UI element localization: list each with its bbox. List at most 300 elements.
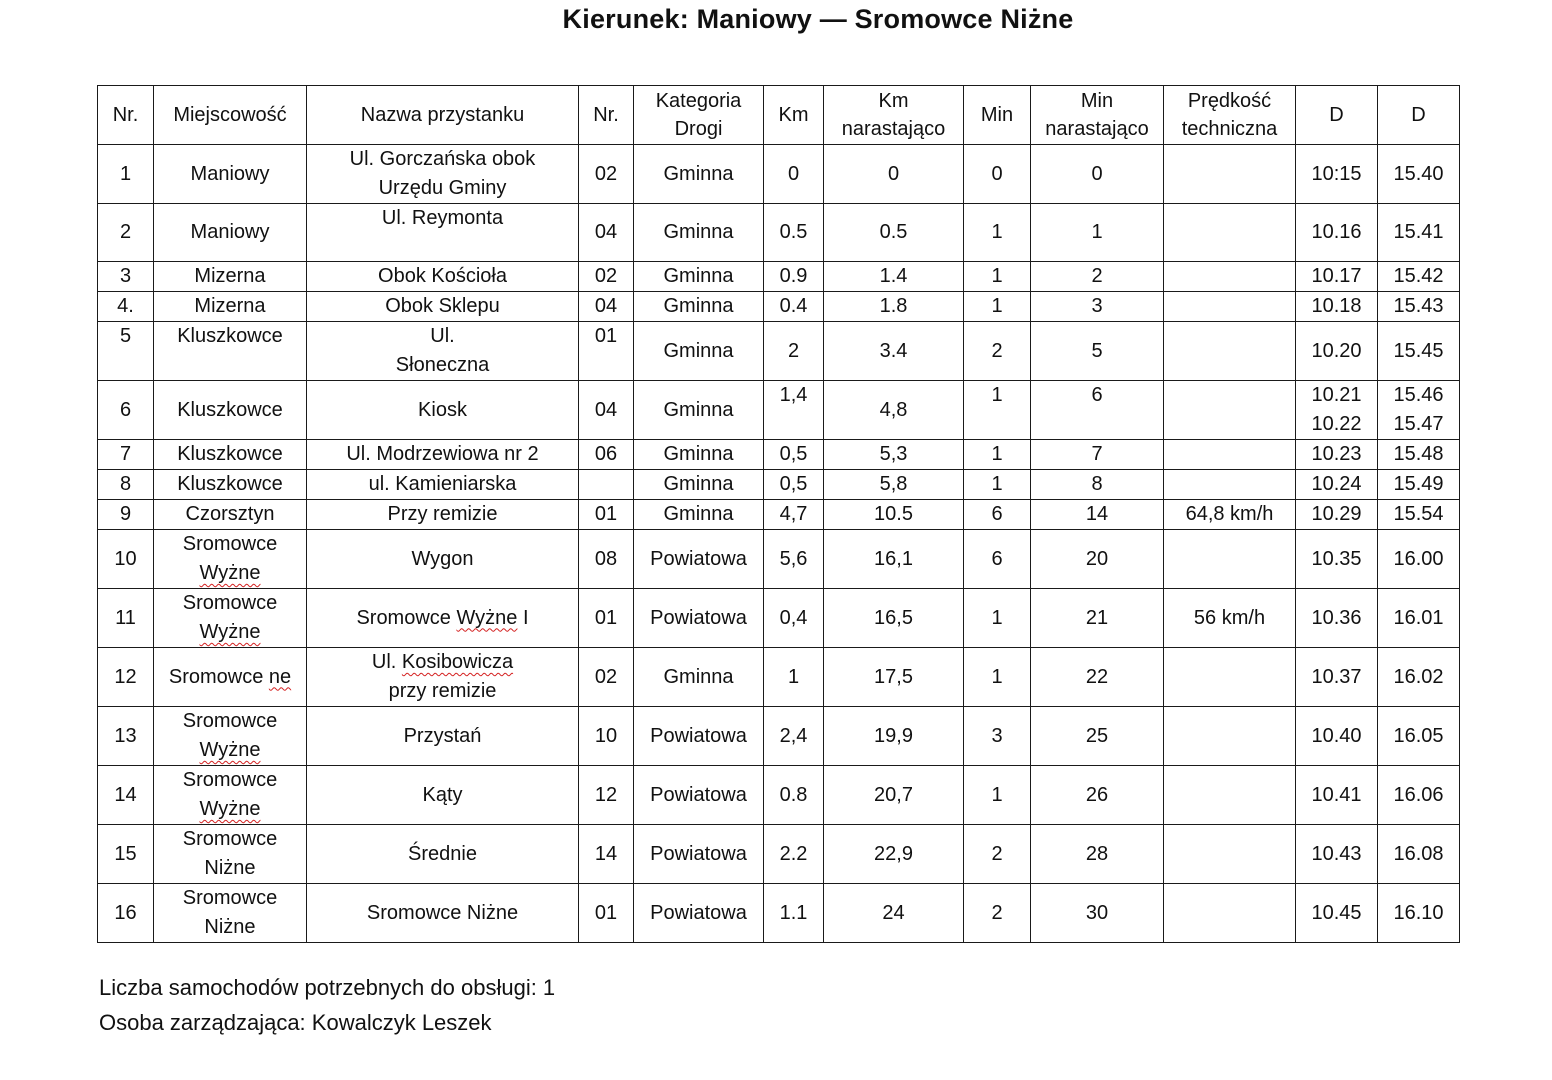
cell-przystanek — [307, 530, 579, 589]
cell-departure-1 — [1296, 440, 1378, 470]
cell-line: Sromowce — [182, 592, 278, 614]
cell-km: 1,4 — [764, 381, 824, 440]
cell-line: Sromowce — [182, 887, 278, 909]
cell-nr: 13 — [98, 707, 154, 766]
cell-line: Sromowce — [182, 828, 278, 850]
cell-min: 1 — [964, 262, 1031, 292]
header-min-nar-line: narastająco — [1045, 118, 1149, 140]
cell-kategoria: Gminna — [634, 470, 764, 500]
spellcheck-mark: Wyżne — [199, 739, 261, 761]
cell-line: 15.54 — [1393, 503, 1444, 525]
cell-nr: 9 — [98, 500, 154, 530]
cell-line: 15.40 — [1393, 162, 1444, 185]
cell-departure-2 — [1378, 766, 1460, 825]
cell-nr-przystanku: 10 — [579, 707, 634, 766]
spellcheck-mark: Kosibowicza — [401, 651, 514, 673]
cell-departure-2 — [1378, 262, 1460, 292]
cell-min-narastajaco: 8 — [1031, 470, 1164, 500]
cell-przystanek — [307, 589, 579, 648]
header-km-narastajaco — [824, 86, 964, 145]
cell-kategoria: Gminna — [634, 500, 764, 530]
cell-km: 1.1 — [764, 884, 824, 943]
cell-nr: 7 — [98, 440, 154, 470]
cell-przystanek — [307, 470, 579, 500]
cell-line: Obok Kościoła — [378, 265, 507, 287]
cell-line: 16.06 — [1393, 783, 1444, 806]
cell-przystanek — [307, 145, 579, 204]
cell-departure-2 — [1378, 204, 1460, 262]
cell-nr-przystanku: 01 — [579, 589, 634, 648]
cell-line: Średnie — [408, 842, 477, 865]
cell-km-narastajaco: 4,8 — [824, 381, 964, 440]
cell-predkosc — [1164, 145, 1296, 204]
cell-line: Kluszkowce — [177, 443, 283, 465]
cell-departure-2 — [1378, 292, 1460, 322]
cell-min: 6 — [964, 500, 1031, 530]
cell-departure-1 — [1296, 530, 1378, 589]
cell-kategoria: Gminna — [634, 322, 764, 381]
cell-nr-przystanku: 01 — [579, 322, 634, 381]
cell-line: Ul. Modrzewiowa nr 2 — [346, 443, 539, 465]
cell-miejscowosc — [154, 825, 307, 884]
cell-departure-2 — [1378, 648, 1460, 707]
cell-departure-2 — [1378, 322, 1460, 381]
cell-departure-2 — [1378, 884, 1460, 943]
cell-km-narastajaco: 19,9 — [824, 707, 964, 766]
cell-line: 10:15 — [1311, 162, 1362, 185]
cell-departure-1 — [1296, 204, 1378, 262]
cell-min-narastajaco: 20 — [1031, 530, 1164, 589]
cell-line: Maniowy — [190, 162, 270, 185]
cell-predkosc — [1164, 440, 1296, 470]
cell-kategoria: Gminna — [634, 381, 764, 440]
cell-line: 15.46 — [1393, 384, 1444, 406]
cell-min: 1 — [964, 589, 1031, 648]
cell-nr-przystanku: 02 — [579, 145, 634, 204]
cell-nr: 3 — [98, 262, 154, 292]
header-min-narastajaco — [1031, 86, 1164, 145]
cell-nr: 10 — [98, 530, 154, 589]
cell-min-narastajaco: 26 — [1031, 766, 1164, 825]
cell-min-narastajaco: 21 — [1031, 589, 1164, 648]
table-row — [98, 292, 1460, 322]
cell-przystanek — [307, 322, 579, 381]
cell-nr: 12 — [98, 648, 154, 707]
table-row — [98, 500, 1460, 530]
cell-min: 2 — [964, 322, 1031, 381]
cell-km: 2 — [764, 322, 824, 381]
cell-km: 0.9 — [764, 262, 824, 292]
cell-line — [156, 618, 304, 647]
spellcheck-mark: Wyżne — [199, 562, 261, 584]
page-title: Kierunek: Maniowy — Sromowce Niżne — [562, 4, 1074, 34]
manager-text: Osoba zarządzająca: Kowalczyk Leszek — [99, 1010, 492, 1035]
cell-line: przy remizie — [388, 680, 497, 702]
cell-nr: 8 — [98, 470, 154, 500]
cell-line: 16.01 — [1393, 606, 1444, 629]
header-predkosc — [1164, 86, 1296, 145]
cell-nr-przystanku: 04 — [579, 381, 634, 440]
table-row — [98, 825, 1460, 884]
cell-line: Ul. — [430, 325, 455, 347]
cell-kategoria: Gminna — [634, 262, 764, 292]
timetable — [97, 85, 1460, 943]
cell-predkosc: 64,8 km/h — [1164, 500, 1296, 530]
cell-line: Sromowce ne — [168, 665, 292, 688]
cell-line: 10.18 — [1311, 295, 1362, 317]
cell-predkosc — [1164, 825, 1296, 884]
cell-min-narastajaco: 1 — [1031, 204, 1164, 262]
cell-departure-1 — [1296, 825, 1378, 884]
cell-line: Ul. Reymonta — [381, 207, 504, 229]
cell-min: 1 — [964, 766, 1031, 825]
header-row — [98, 86, 1460, 145]
header-miejscowosc: Miejscowość — [154, 86, 307, 145]
cell-min: 1 — [964, 292, 1031, 322]
cell-km-narastajaco: 16,1 — [824, 530, 964, 589]
cell-predkosc — [1164, 530, 1296, 589]
cell-przystanek — [307, 204, 579, 262]
cell-line: Sromowce — [182, 710, 278, 732]
cell-predkosc — [1164, 262, 1296, 292]
cell-predkosc — [1164, 470, 1296, 500]
cell-miejscowosc — [154, 262, 307, 292]
table-row — [98, 440, 1460, 470]
cell-km: 4,7 — [764, 500, 824, 530]
cell-nr-przystanku: 01 — [579, 500, 634, 530]
cell-min: 1 — [964, 204, 1031, 262]
cell-line: Kluszkowce — [177, 398, 283, 421]
cell-line — [156, 559, 304, 588]
cell-departure-1 — [1296, 262, 1378, 292]
cell-min: 2 — [964, 825, 1031, 884]
cell-line: Kluszkowce — [177, 473, 283, 495]
cell-nr-przystanku — [579, 470, 634, 500]
cell-miejscowosc — [154, 381, 307, 440]
cell-kategoria: Powiatowa — [634, 766, 764, 825]
cell-kategoria: Powiatowa — [634, 825, 764, 884]
cell-departure-2 — [1378, 145, 1460, 204]
cell-departure-1 — [1296, 470, 1378, 500]
cell-km-narastajaco: 16,5 — [824, 589, 964, 648]
cell-km-narastajaco: 0 — [824, 145, 964, 204]
cell-departure-1 — [1296, 381, 1378, 440]
cell-predkosc — [1164, 292, 1296, 322]
cell-min: 1 — [964, 648, 1031, 707]
cell-min-narastajaco: 22 — [1031, 648, 1164, 707]
cell-line: Ul. Kosibowicza — [371, 651, 514, 673]
header-przystanek: Nazwa przystanku — [307, 86, 579, 145]
cell-line: Niżne — [204, 857, 256, 879]
cell-line: 10.45 — [1311, 901, 1362, 924]
header-nr: Nr. — [98, 86, 154, 145]
cell-line: Sromowce — [182, 769, 278, 791]
cell-line: 15.43 — [1393, 295, 1444, 317]
cell-nr: 15 — [98, 825, 154, 884]
cell-przystanek — [307, 292, 579, 322]
header-predkosc-line: Prędkość — [1187, 90, 1272, 112]
header-km-nar-line: narastająco — [841, 118, 946, 140]
cell-line — [156, 795, 304, 824]
cell-line: ul. Kamieniarska — [368, 473, 517, 495]
header-predkosc-line: techniczna — [1181, 118, 1278, 140]
header-d2: D — [1378, 86, 1460, 145]
cell-miejscowosc — [154, 145, 307, 204]
cell-przystanek — [307, 440, 579, 470]
cell-km: 2,4 — [764, 707, 824, 766]
table-row — [98, 766, 1460, 825]
cell-departure-2 — [1378, 500, 1460, 530]
spellcheck-mark: ne — [268, 665, 292, 688]
cell-miejscowosc — [154, 589, 307, 648]
cell-line: 16.00 — [1393, 547, 1444, 570]
cell-line: Kluszkowce — [177, 325, 283, 347]
cell-line — [156, 736, 304, 765]
cell-nr-przystanku: 04 — [579, 292, 634, 322]
cell-miejscowosc — [154, 884, 307, 943]
cell-departure-2 — [1378, 530, 1460, 589]
cell-przystanek — [307, 884, 579, 943]
cell-miejscowosc — [154, 707, 307, 766]
timetable-body — [98, 145, 1460, 943]
cell-nr-przystanku: 02 — [579, 262, 634, 292]
cell-predkosc — [1164, 322, 1296, 381]
cell-min: 1 — [964, 470, 1031, 500]
cell-predkosc: 56 km/h — [1164, 589, 1296, 648]
cell-departure-1 — [1296, 292, 1378, 322]
cell-departure-1 — [1296, 500, 1378, 530]
cell-departure-1 — [1296, 766, 1378, 825]
cell-nr: 14 — [98, 766, 154, 825]
cell-min: 3 — [964, 707, 1031, 766]
header-min: Min — [964, 86, 1031, 145]
spellcheck-mark: Wyżne — [456, 606, 518, 629]
cell-nr-przystanku: 08 — [579, 530, 634, 589]
cell-predkosc — [1164, 648, 1296, 707]
cell-kategoria: Gminna — [634, 648, 764, 707]
cell-departure-1 — [1296, 884, 1378, 943]
cell-departure-1 — [1296, 648, 1378, 707]
cell-nr-przystanku: 06 — [579, 440, 634, 470]
cell-departure-2 — [1378, 470, 1460, 500]
header-min-nar-line: Min — [1080, 90, 1114, 112]
cell-km: 0.4 — [764, 292, 824, 322]
cell-nr-przystanku: 01 — [579, 884, 634, 943]
cell-kategoria: Powiatowa — [634, 589, 764, 648]
header-km-nar-line: Km — [878, 90, 909, 112]
cell-line: Obok Sklepu — [385, 295, 500, 317]
cell-line: Mizerna — [194, 265, 266, 287]
cell-km-narastajaco: 1.8 — [824, 292, 964, 322]
cell-departure-1 — [1296, 322, 1378, 381]
cell-km-narastajaco: 1.4 — [824, 262, 964, 292]
cell-km: 2.2 — [764, 825, 824, 884]
cell-miejscowosc — [154, 530, 307, 589]
cell-line: 16.08 — [1393, 842, 1444, 865]
cell-departure-1 — [1296, 589, 1378, 648]
table-row — [98, 884, 1460, 943]
cell-min: 2 — [964, 884, 1031, 943]
cell-miejscowosc — [154, 648, 307, 707]
cell-line: 10.21 — [1311, 384, 1362, 406]
table-row — [98, 530, 1460, 589]
cell-departure-1 — [1296, 707, 1378, 766]
cell-line: 10.22 — [1311, 413, 1362, 435]
cell-miejscowosc — [154, 500, 307, 530]
cell-line: 10.43 — [1311, 842, 1362, 865]
cell-line: Urzędu Gminy — [378, 177, 507, 199]
cell-line: 15.49 — [1393, 473, 1444, 495]
cell-line: Niżne — [204, 916, 256, 938]
cell-km: 0,4 — [764, 589, 824, 648]
cell-miejscowosc — [154, 322, 307, 381]
cell-km-narastajaco: 24 — [824, 884, 964, 943]
cell-min-narastajaco: 5 — [1031, 322, 1164, 381]
cell-km-narastajaco: 5,8 — [824, 470, 964, 500]
cell-miejscowosc — [154, 470, 307, 500]
cell-nr-przystanku: 04 — [579, 204, 634, 262]
cell-kategoria: Powiatowa — [634, 707, 764, 766]
cell-km-narastajaco: 3.4 — [824, 322, 964, 381]
cell-line: Sromowce — [182, 533, 278, 555]
cell-line: Sromowce Niżne — [366, 901, 519, 924]
cell-min-narastajaco: 6 — [1031, 381, 1164, 440]
cell-min-narastajaco: 14 — [1031, 500, 1164, 530]
cell-line: Kąty — [422, 783, 463, 806]
cell-line: 10.41 — [1311, 783, 1362, 806]
cell-line: Przy remizie — [387, 503, 498, 525]
header-nr2: Nr. — [579, 86, 634, 145]
cell-line: 15.42 — [1393, 265, 1444, 287]
cell-min: 1 — [964, 381, 1031, 440]
table-row — [98, 707, 1460, 766]
cell-line: 10.40 — [1311, 724, 1362, 747]
cell-departure-2 — [1378, 381, 1460, 440]
cell-line: 10.23 — [1311, 443, 1362, 465]
cell-line: 16.10 — [1393, 901, 1444, 924]
cell-min-narastajaco: 7 — [1031, 440, 1164, 470]
cell-line: Kiosk — [418, 398, 467, 421]
cell-min: 1 — [964, 440, 1031, 470]
header-kategoria-line: Kategoria — [655, 90, 742, 112]
cell-przystanek — [307, 707, 579, 766]
cell-km: 1 — [764, 648, 824, 707]
table-row — [98, 381, 1460, 440]
cell-line: 15.45 — [1393, 339, 1444, 362]
cell-nr-przystanku: 14 — [579, 825, 634, 884]
cell-predkosc — [1164, 381, 1296, 440]
cell-line: Przystań — [403, 724, 482, 747]
cell-min-narastajaco: 25 — [1031, 707, 1164, 766]
cell-line: 10.29 — [1311, 503, 1362, 525]
cell-km-narastajaco: 20,7 — [824, 766, 964, 825]
cell-line: 10.16 — [1311, 221, 1362, 243]
cell-przystanek — [307, 648, 579, 707]
header-kategoria — [634, 86, 764, 145]
spellcheck-mark: Wyżne — [199, 798, 261, 820]
cell-min: 6 — [964, 530, 1031, 589]
cell-kategoria: Gminna — [634, 440, 764, 470]
cell-departure-2 — [1378, 825, 1460, 884]
cell-min-narastajaco: 28 — [1031, 825, 1164, 884]
cell-km: 5,6 — [764, 530, 824, 589]
cell-line: 10.37 — [1311, 665, 1362, 688]
cell-nr-przystanku: 02 — [579, 648, 634, 707]
spellcheck-mark: Wyżne — [199, 621, 261, 643]
cell-departure-2 — [1378, 589, 1460, 648]
cell-km: 0.5 — [764, 204, 824, 262]
cell-line: Sromowce Wyżne I — [356, 606, 529, 629]
table-row — [98, 145, 1460, 204]
cell-departure-2 — [1378, 707, 1460, 766]
table-row — [98, 262, 1460, 292]
cell-km: 0,5 — [764, 440, 824, 470]
cell-line: 16.02 — [1393, 665, 1444, 688]
cell-nr: 11 — [98, 589, 154, 648]
cell-kategoria: Gminna — [634, 292, 764, 322]
cell-nr: 16 — [98, 884, 154, 943]
cell-min: 0 — [964, 145, 1031, 204]
cell-km: 0.8 — [764, 766, 824, 825]
cell-predkosc — [1164, 707, 1296, 766]
table-row — [98, 322, 1460, 381]
cell-nr: 2 — [98, 204, 154, 262]
cell-nr: 1 — [98, 145, 154, 204]
cell-predkosc — [1164, 884, 1296, 943]
cell-line: 10.35 — [1311, 547, 1362, 570]
cell-line: Czorsztyn — [185, 503, 275, 525]
cell-min-narastajaco: 0 — [1031, 145, 1164, 204]
cell-km: 0 — [764, 145, 824, 204]
cell-line: Maniowy — [190, 221, 270, 243]
cell-km-narastajaco: 10.5 — [824, 500, 964, 530]
cell-przystanek — [307, 766, 579, 825]
cell-line: 15.48 — [1393, 443, 1444, 465]
cell-kategoria: Gminna — [634, 204, 764, 262]
cell-km-narastajaco: 17,5 — [824, 648, 964, 707]
cell-przystanek — [307, 381, 579, 440]
cell-line: 10.17 — [1311, 265, 1362, 287]
header-km: Km — [764, 86, 824, 145]
cell-miejscowosc — [154, 204, 307, 262]
cell-nr: 4. — [98, 292, 154, 322]
cell-miejscowosc — [154, 766, 307, 825]
cell-line: Wygon — [411, 547, 474, 570]
cell-miejscowosc — [154, 292, 307, 322]
cell-departure-1 — [1296, 145, 1378, 204]
cell-przystanek — [307, 825, 579, 884]
cell-km-narastajaco: 0.5 — [824, 204, 964, 262]
cell-km-narastajaco: 22,9 — [824, 825, 964, 884]
table-row — [98, 204, 1460, 262]
cell-line: Mizerna — [194, 295, 266, 317]
cell-min-narastajaco: 2 — [1031, 262, 1164, 292]
cell-line: 10.36 — [1311, 606, 1362, 629]
header-d1: D — [1296, 86, 1378, 145]
cell-kategoria: Gminna — [634, 145, 764, 204]
cell-line: Słoneczna — [395, 354, 490, 376]
cell-line: 10.20 — [1311, 339, 1362, 362]
cell-kategoria: Powiatowa — [634, 884, 764, 943]
cell-miejscowosc — [154, 440, 307, 470]
cell-departure-2 — [1378, 440, 1460, 470]
table-row — [98, 589, 1460, 648]
cell-km-narastajaco: 5,3 — [824, 440, 964, 470]
cell-line: 16.05 — [1393, 724, 1444, 747]
cell-line: 10.24 — [1311, 473, 1362, 495]
cell-nr: 6 — [98, 381, 154, 440]
cell-predkosc — [1164, 766, 1296, 825]
